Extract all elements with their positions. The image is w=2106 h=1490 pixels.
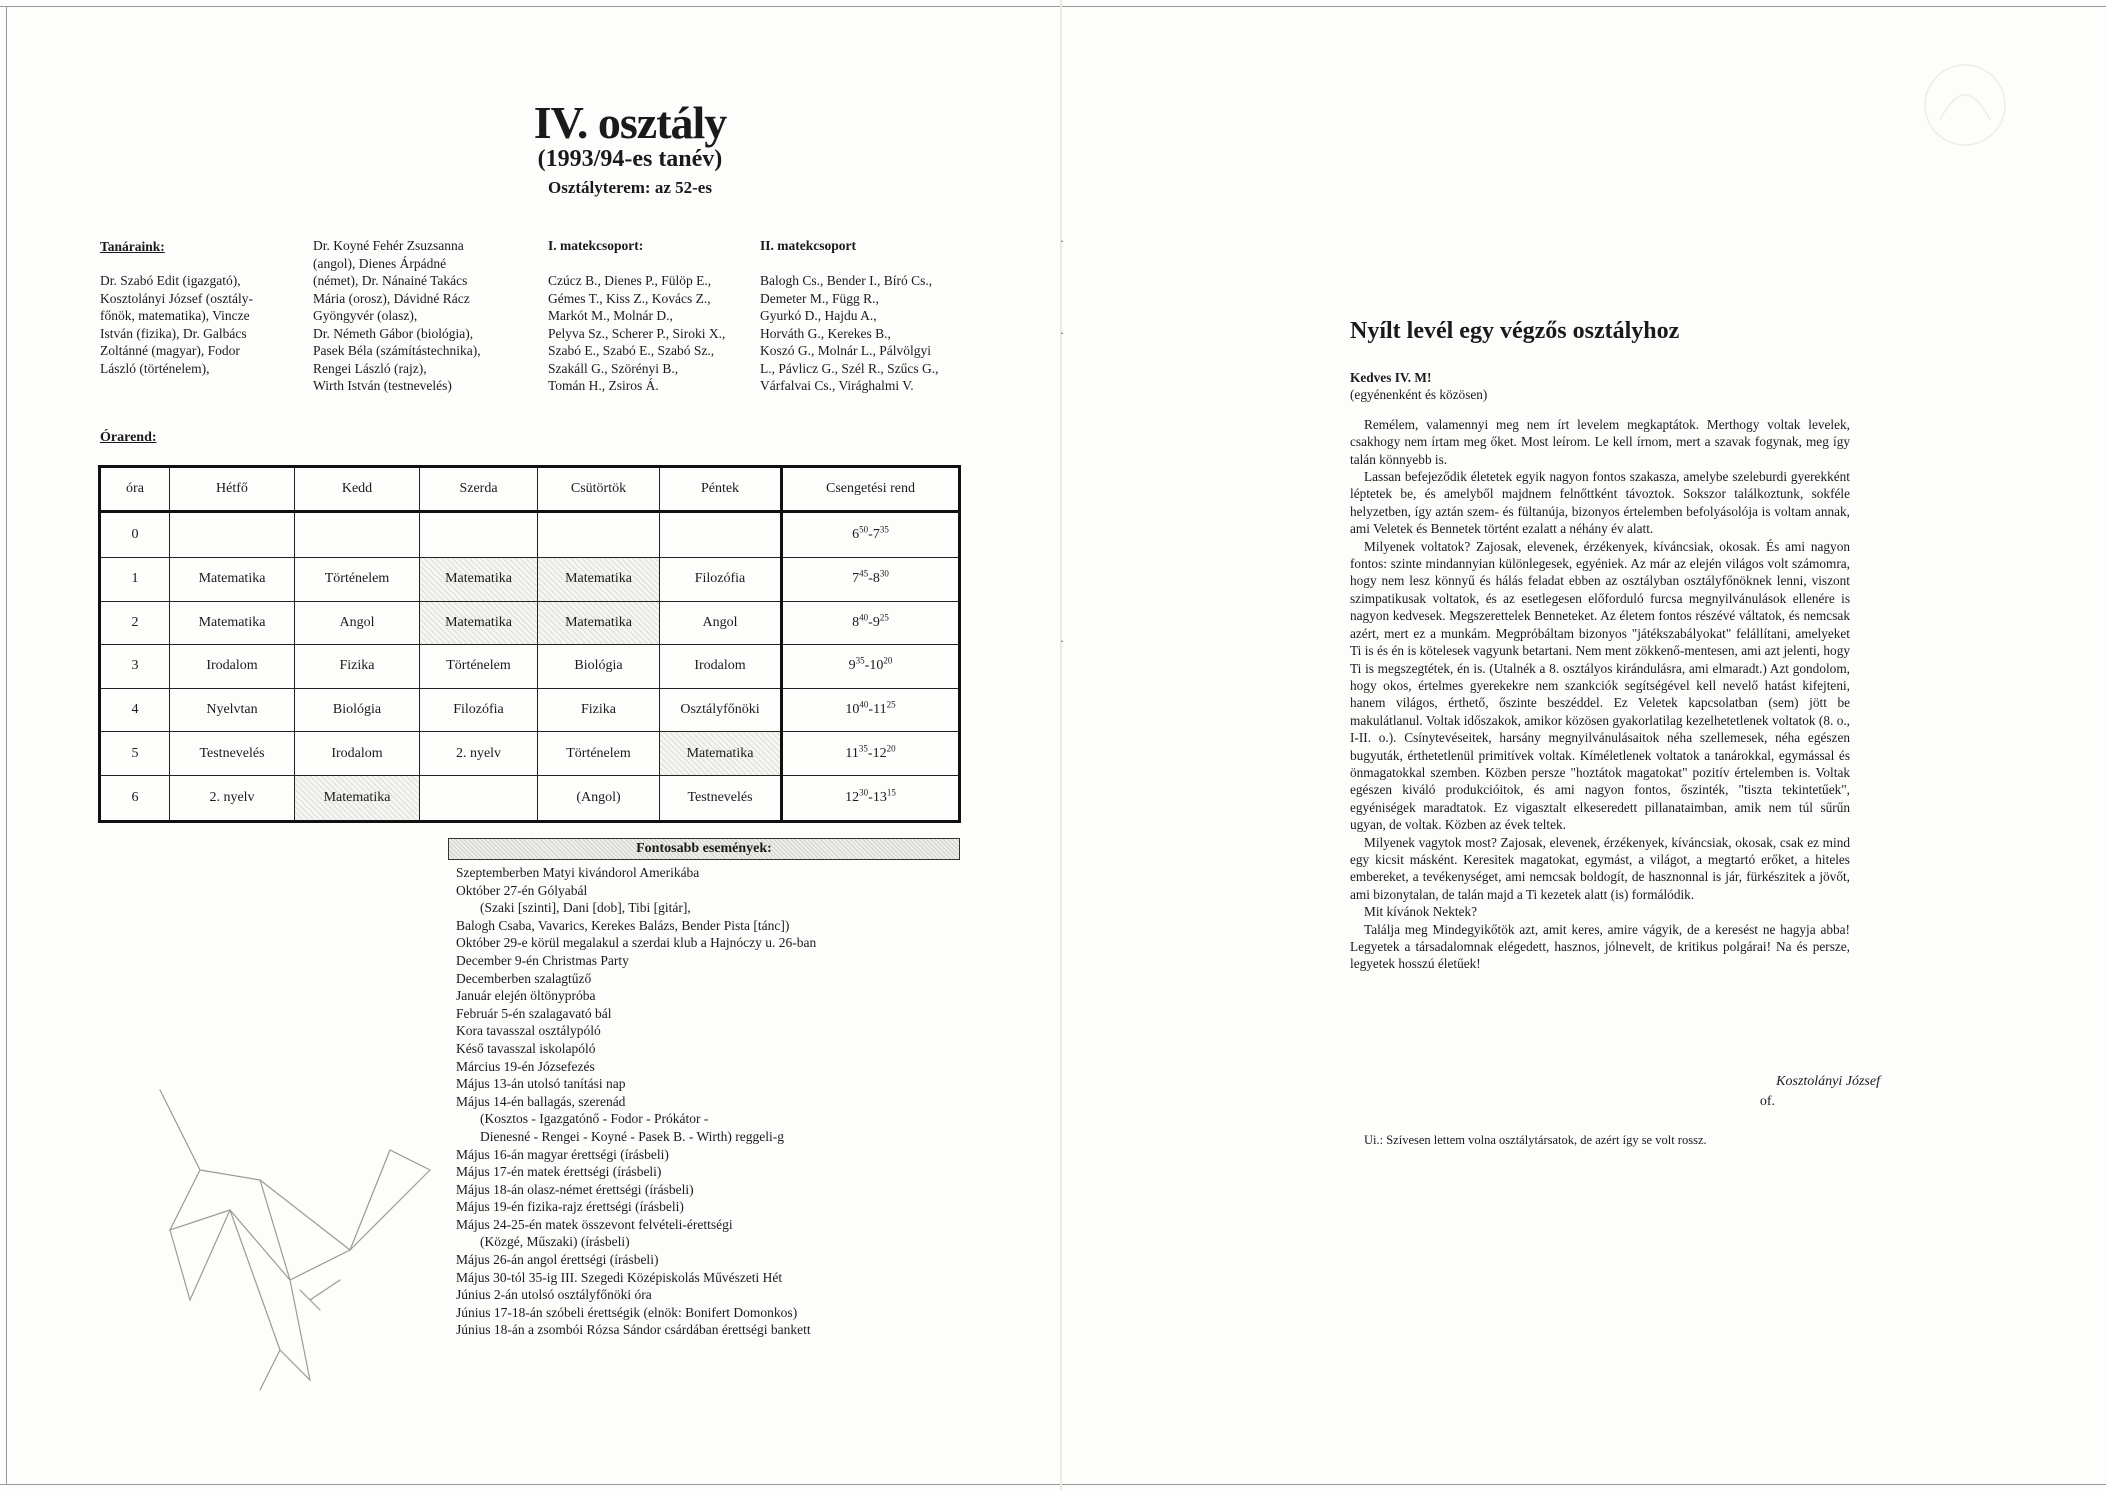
group1-label: I. matekcsoport: [548,238,644,253]
letter-paragraph: Remélem, valamennyi meg nem írt levelem megkaptátok. Merthogy voltak levelek, csakhogy nem írtam meg őket. Most leírom. Le kell írnom, mert a szavak fogynak, meg így talán könnyebb is. [1350,416,1850,467]
teacher-line: (német), Dr. Nánainé Takács [313,273,468,288]
bell-end-hour: -11 [868,702,887,718]
bell-start-hour: 12 [845,789,860,805]
student-line: Markót M., Molnár D., [548,308,673,323]
teacher-line: Zoltánné (magyar), Fodor [100,343,240,358]
page-title: IV. osztály [533,97,727,148]
teachers-label: Tanáraink: [100,239,165,254]
timetable [98,465,961,823]
teacher-line: Dr. Szabó Edit (igazgató), [100,273,241,288]
bell-end-hour: -10 [864,658,884,674]
lesson-cell: Angol [660,601,782,645]
event-item: Október 29-e körül megalakul a szerdai klub a Hajnóczy u. 26-ban [456,935,817,951]
scan-dot-icon: · [1060,634,1064,648]
bell-time [782,732,960,776]
letter-paragraph: Lassan befejeződik életetek egyik nagyon fontos szakasza, amelybe szeleburdi gyerekként léptetek be, és amelyből majdnem felnőttként távoztok. Sokszor találkoztunk, sokféle helyzetben, így aztán szem- és fültanúja, bizonyos értelemben befolyásolója is voltam annak, ami Veletek és Bennetek történt ezalatt a néhány év alatt. [1350,469,1850,537]
lesson-cell: Matematika [660,732,782,776]
bell-start-min: 35 [858,742,868,753]
timetable-label: Órarend: [100,430,157,445]
student-line: Tomán H., Zsiros Á. [548,378,659,393]
period-number: 5 [100,732,170,776]
events-heading: Fontosabb események: [448,838,960,860]
lesson-cell: Testnevelés [660,775,782,821]
event-item: (Kosztos - Igazgatónő - Fodor - Prókátor - [480,1111,709,1127]
bell-time [782,645,960,689]
student-line: Szabó E., Szabó E., Szabó Sz., [548,343,715,358]
timetable-header-row [100,467,960,512]
bell-end-min: 25 [886,699,896,710]
timetable-row [100,688,960,732]
lesson-cell: 2. nyelv [420,732,538,776]
bell-time [782,775,960,821]
student-line: Gyurkó D., Hajdu A., [760,308,877,323]
event-item: Január elején öltönypróba [456,988,596,1004]
lesson-cell: Történelem [295,558,420,602]
bell-start-hour: 9 [848,658,856,674]
bell-start-min: 40 [859,612,869,623]
event-item: Késő tavasszal iskolapóló [456,1040,596,1056]
header-pentek: Péntek [660,467,782,512]
lesson-cell: Történelem [538,732,660,776]
event-item: Május 24-25-én matek összevont felvételi-érettségi [456,1216,733,1232]
letter-signature-role: of. [1759,1094,1775,1109]
teacher-line: (angol), Dienes Árpádné [313,255,447,271]
event-item: Június 2-án utolsó osztályfőnöki óra [456,1287,652,1303]
group2-label: II. matekcsoport [760,238,856,253]
letter-salutation-sub: (egyénenként és közösen) [1350,387,1488,403]
teacher-line: Dr. Koyné Fehér Zsuzsanna [313,238,464,253]
event-item: December 9-én Christmas Party [456,952,629,968]
lesson-cell [420,512,538,558]
group2-list [760,272,970,395]
period-number: 6 [100,775,170,821]
student-line: L., Pávlicz G., Szél R., Szűcs G., [760,360,939,376]
scan-dot-icon: · [1060,234,1064,248]
letter-postscript: Ui.: Szívesen lettem volna osztálytársatok, de azért így se volt rossz. [1364,1133,1707,1147]
teacher-line: Dr. Németh Gábor (biológia), [313,325,474,341]
bell-time [782,601,960,645]
student-line: Gémes T., Kiss Z., Kovács Z., [548,290,711,306]
scan-edge-top [0,6,2106,7]
header-kedd: Kedd [295,467,420,512]
lesson-cell [660,512,782,558]
teacher-line: Rengei László (rajz), [313,360,427,376]
group1-list [548,272,748,395]
event-item: Március 19-én Józsefezés [456,1058,595,1074]
teacher-line: Gyöngyvér (olasz), [313,308,418,323]
event-item: Május 16-án magyar érettségi (írásbeli) [456,1146,669,1162]
teacher-line: Mária (orosz), Dávidné Rácz [313,290,470,306]
lesson-cell: Osztályfőnöki [660,688,782,732]
timetable-row [100,775,960,821]
event-item: Május 18-án olasz-német érettségi (írásbeli) [456,1181,694,1197]
teacher-line: főnök, matematika), Vincze [100,308,250,323]
bell-end-hour: -13 [868,789,887,805]
lesson-cell: (Angol) [538,775,660,821]
timetable-row [100,732,960,776]
event-item: Május 14-én ballagás, szerenád [456,1093,626,1109]
lesson-cell: Nyelvtan [170,688,295,732]
header-szerda: Szerda [420,467,538,512]
letter-paragraph: Találja meg Mindegyikőtök azt, amit keres, amire vágyik, de a keresést ne hagyja abba! Legyetek a társadalomnak elégedett, hasznos, jólnevelt, de kritikus polgárai! Na és persze, legyetek hosszú életűek! [1350,921,1850,972]
event-item: Balogh Csaba, Vavarics, Kerekes Balázs, Bender Pista [tánc]) [456,917,790,933]
event-item: Dienesné - Rengei - Koyné - Pasek B. - Wirth) reggeli-g [480,1128,784,1144]
bell-start-min: 30 [859,787,869,798]
event-item: Május 26-án angol érettségi (írásbeli) [456,1252,659,1268]
bell-time [782,512,960,558]
lesson-cell [295,512,420,558]
lesson-cell: Angol [295,601,420,645]
bell-end-min: 20 [883,655,893,666]
lesson-cell: Fizika [295,645,420,689]
lesson-cell: Biológia [295,688,420,732]
event-item: Május 30-tól 35-ig III. Szegedi Középiskolás Művészeti Hét [456,1269,783,1285]
event-item: Június 17-18-án szóbeli érettségik (elnök: Bonifert Domonkos) [456,1304,798,1320]
lesson-cell: Testnevelés [170,732,295,776]
period-number: 2 [100,601,170,645]
lesson-cell: Filozófia [420,688,538,732]
scan-dot-icon: · [1060,326,1064,340]
lesson-cell: Matematika [295,775,420,821]
bell-start-hour: 11 [845,745,859,761]
bell-start-min: 40 [859,699,869,710]
bell-time [782,558,960,602]
faint-emblem-icon [1910,50,2020,160]
event-item: Május 13-án utolsó tanítási nap [456,1076,626,1092]
period-number: 4 [100,688,170,732]
bell-time [782,688,960,732]
bell-end-min: 30 [879,568,889,579]
teacher-line: István (fizika), Dr. Galbács [100,325,247,341]
timetable-row [100,601,960,645]
event-item: Február 5-én szalagavató bál [456,1005,612,1021]
letter-paragraph: Mit kívánok Nektek? [1364,904,1477,920]
lesson-cell: Matematika [420,601,538,645]
lesson-cell: 2. nyelv [170,775,295,821]
header-csengetes: Csengetési rend [782,467,960,512]
timetable-row [100,558,960,602]
student-line: Horváth G., Kerekes B., [760,325,891,341]
teachers-list-1 [100,272,300,377]
header-csutortok: Csütörtök [538,467,660,512]
pencil-sketch-icon [140,1050,460,1410]
scan-edge-left [6,6,7,1484]
scan-edge-bottom [0,1484,2106,1485]
event-item: Szeptemberben Matyi kivándorol Amerikába [456,865,700,880]
event-item: Június 18-án a zsombói Rózsa Sándor csárdában érettségi bankett [456,1322,811,1338]
teachers-list-2 [313,237,543,395]
student-line: Czúcz B., Dienes P., Fülöp E., [548,273,712,288]
event-item: (Szaki [szinti], Dani [dob], Tibi [gitár], [480,900,691,916]
event-item: (Közgé, Műszaki) (írásbeli) [480,1234,630,1250]
page-gutter [1060,0,1062,1490]
header-hetfo: Hétfő [170,467,295,512]
letter-paragraph: Milyenek vagytok most? Zajosak, elevenek, érzékenyek, kíváncsiak, okosak, csak ez mind egy kicsit másként. Keresitek magatokat, egymást, a világot, a megtartó erőket, a hiteles embereket, a tevékenységet, ami nemcsak boldogít, de hasznonnal is jár, fürkészitek a jövőt, ami bizonytalan, de talán majd a Ti kezetek alatt (is) formálódik. [1350,834,1850,902]
event-item: Kora tavasszal osztálypóló [456,1023,601,1039]
teacher-line: Pasek Béla (számítástechnika), [313,343,481,358]
lesson-cell: Történelem [420,645,538,689]
bell-start-min: 50 [859,524,869,535]
student-line: Várfalvai Cs., Virághalmi V. [760,378,914,393]
student-line: Szakáll G., Szörényi B., [548,360,679,376]
student-line: Demeter M., Függ R., [760,290,879,306]
event-item: Május 17-én matek érettségi (írásbeli) [456,1164,662,1180]
bell-start-hour: 10 [845,702,860,718]
lesson-cell: Irodalom [170,645,295,689]
letter-paragraph: Milyenek voltatok? Zajosak, elevenek, érzékenyek, kíváncsiak, okosak. És ami nagyon fontos: szinte mindannyian különlegesek, egyéniek. Az már az elején világos volt számomra, hogy nem lesz könnyű és hálás feladat ebben az osztályban osztályfőnöknek lenni, viszont szimpatikusak voltatok, és az esetlegesen előforduló furcsa megnyilvánulások ellenére is nagyon kedvesek. Megszerettelek Benneteket. Az életem fontos részévé váltatok, és nemcsak azért, mert ez a munkám. Megpróbáltam bizonyos "játékszabályokat" felállítani, amelyeket Ti is és én is kötelesek vagyunk betartani. Nem ment zökkenő-mentesen, ami azt jelenti, hogy Ti is megszegtétek, én is. (Utalnék a 8. osztályos kirándulásra, ami elmaradt.) Azt gondolom, hogy okos, értelmes gyerekekre nem szankciók segítségével kell nevelő hatást kifejteni, hanem világos, érthető, őszinte beszéddel. Ez Veletek kapcsolatban (sem) jött be makulátlanul. Voltak időszakok, amikor közösen gyakorlatilag kezelhetetlenek voltatok (8. o., I-II. o.). Csínytevéseitek, harsány megnyilvánulásaitok néha szellemesek, néha egészen bugyuták, érthetetlenül primitívek voltak. Kíméletlenek voltatok a tanárokkal, egymással és önmagatokkal szemben. Közben persze "hoztátok magatokat" pozitív értelemben is. Voltak egészen kiváló produkcióitok, és ami nagyon fontos, őszinték, "tiszta tekintetűek", egyéniségek maradtatok. Ez vigasztalt elkeseredett pillanataimban, amik nem túl sűrűn ugyan, de voltak. Közben az évek teltek. [1350,538,1850,833]
bell-end-min: 35 [879,524,889,535]
event-item: Október 27-én Gólyabál [456,882,588,898]
lesson-cell: Filozófia [660,558,782,602]
bell-end-min: 25 [879,612,889,623]
period-number: 3 [100,645,170,689]
bell-start-hour: 6 [852,527,860,543]
event-item: Decemberben szalagtűző [456,970,592,986]
timetable-row [100,512,960,558]
student-line: Balogh Cs., Bender I., Bíró Cs., [760,273,933,288]
bell-end-hour: -9 [868,614,880,630]
letter-salutation: Kedves IV. M! [1350,370,1432,385]
event-item: Május 19-én fizika-rajz érettségi (írásbeli) [456,1199,684,1215]
period-number: 1 [100,558,170,602]
lesson-cell: Fizika [538,688,660,732]
letter-signature: Kosztolányi József [1776,1074,1880,1089]
teacher-line: Wirth István (testnevelés) [313,378,452,393]
lesson-cell: Matematika [420,558,538,602]
bell-start-min: 45 [859,568,869,579]
school-year: (1993/94-es tanév) [537,146,723,172]
bell-end-hour: -8 [868,571,880,587]
lesson-cell: Biológia [538,645,660,689]
letter-body [1350,369,1850,973]
lesson-cell [538,512,660,558]
bell-start-hour: 8 [852,614,860,630]
classroom: Osztályterem: az 52-es [548,178,712,197]
student-line: Koszó G., Molnár L., Pálvölgyi [760,343,931,358]
lesson-cell: Matematika [538,558,660,602]
lesson-cell: Matematika [170,601,295,645]
period-number: 0 [100,512,170,558]
bell-end-hour: -12 [867,745,887,761]
student-line: Pelyva Sz., Scherer P., Siroki X., [548,325,726,341]
timetable-row [100,645,960,689]
events-list [456,864,976,1339]
lesson-cell: Irodalom [660,645,782,689]
bell-end-min: 15 [886,787,896,798]
bell-start-hour: 7 [852,571,860,587]
lesson-cell [420,775,538,821]
lesson-cell: Matematika [538,601,660,645]
bell-end-min: 20 [886,742,896,753]
lesson-cell: Matematika [170,558,295,602]
bell-start-min: 35 [855,655,865,666]
bell-end-hour: -7 [868,527,880,543]
teacher-line: Kosztolányi József (osztály- [100,290,253,306]
teacher-line: László (történelem), [100,360,210,376]
lesson-cell [170,512,295,558]
letter-title: Nyílt levél egy végzős osztályhoz [1350,318,1680,344]
header-ora: óra [100,467,170,512]
lesson-cell: Irodalom [295,732,420,776]
